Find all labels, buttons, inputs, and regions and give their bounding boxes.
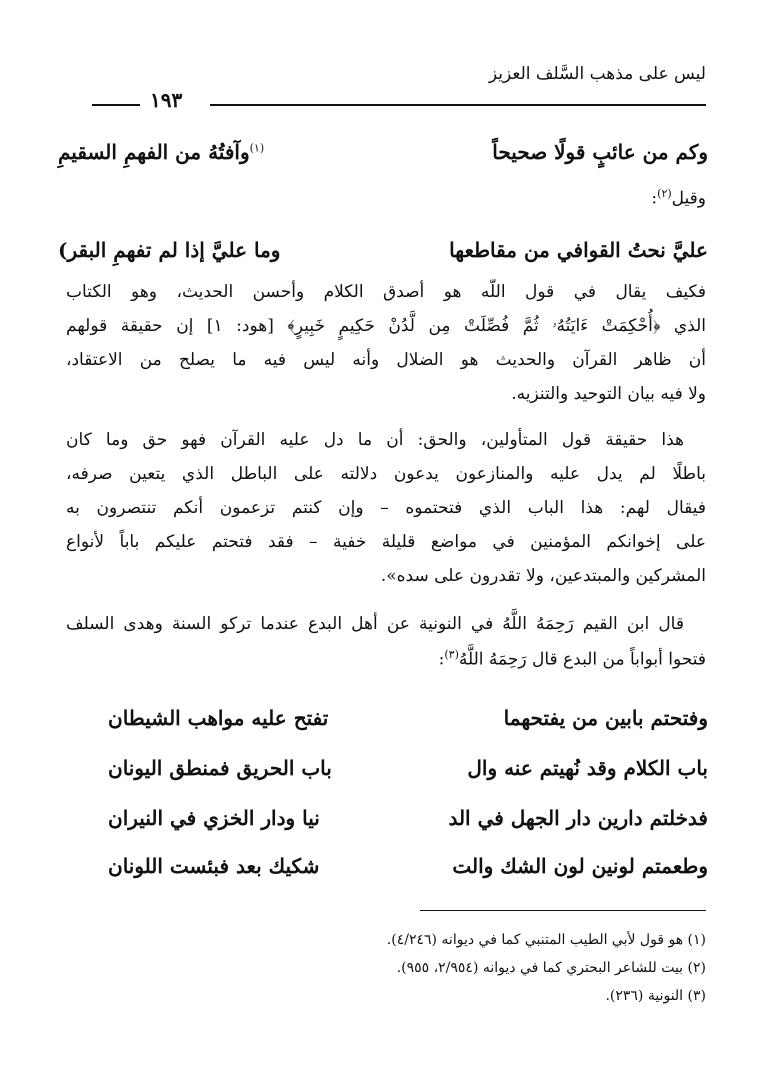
poem-line-2 (108, 756, 708, 786)
poem-2-second-hemistich: باب الحريق فمنطق اليونان (108, 756, 332, 780)
text-line: باطلًا لم يدل عليه والمنازعون يدعون دلالته على الباطل الذي يتعين صرفه، (66, 464, 706, 484)
poem-line-4 (108, 854, 708, 884)
text-line: ولا فيه بيان التوحيد والتنزيه. (511, 384, 706, 404)
header-rule-right (210, 104, 706, 106)
header-rule-left (92, 104, 140, 106)
footnote-ref-3: (٣) (444, 648, 459, 661)
text-line: الذي ﴿أُحْكِمَتْ ءَايَتُهُۥ ثُمَّ فُصِّلَتْ مِن لَّدُنْ حَكِيمٍ خَبِيرٍ﴾ [هود: ١] إن حقيقة قولهم (66, 316, 706, 336)
verse-1-second-hemistich: $^{(١)}$وآفتُهُ من الفهمِ السقيمِ (58, 140, 265, 164)
footnote-ref-2: (٢) (657, 187, 672, 200)
poem-line-3 (108, 806, 708, 836)
intro-said: وقيل$^{(٢)}$: (651, 187, 706, 209)
running-title: ليس على مذهب السَّلف العزيز (488, 64, 706, 84)
verse-1-first-hemistich: وكم من عائبٍ قولًا صحيحاً (492, 140, 708, 164)
footnote-ref-1: (١) (249, 141, 265, 155)
text-line: فكيف يقال في قول اللّه هو أصدق الكلام وأحسن الحديث، وهو الكتاب (66, 282, 706, 302)
verse-line-2 (58, 238, 708, 268)
verse-2-second-hemistich: وما عليَّ إذا لم تفهمِ البقر) (58, 238, 281, 262)
verse-2-first-hemistich: عليَّ نحتُ القوافي من مقاطعها (449, 238, 708, 262)
poem-line-1 (108, 706, 708, 736)
poem-3-second-hemistich: نيا ودار الخزي في النيران (108, 806, 320, 830)
text-line: قال ابن القيم رَحِمَهُ اللَّهُ في النونية عن أهل البدع عندما تركو السنة وهدى السلف (66, 614, 684, 634)
text-line: المشركين والمبتدعين، ولا تقدرون على سده». (380, 566, 706, 586)
poem-2-first-hemistich: باب الكلام وقد نُهيتم عنه وال (467, 756, 708, 780)
text-line: فتحوا أبواباً من البدع قال رَحِمَهُ اللَّهُ$^{(٣)}$: (438, 648, 706, 670)
poem-4-first-hemistich: وطعمتم لونين لون الشك والت (452, 854, 708, 878)
verse-line-1 (58, 140, 708, 170)
poem-3-first-hemistich: فدخلتم دارين دار الجهل في الد (448, 806, 708, 830)
poem-1-first-hemistich: وفتحتم بابين من يفتحهما (503, 706, 708, 730)
poem-4-second-hemistich: شكيك بعد فبئست اللونان (108, 854, 320, 878)
footnote-3: (٣) النونية (٢٣٦). (605, 988, 706, 1004)
footnote-separator (420, 910, 706, 911)
footnote-1: (١) هو قول لأبي الطيب المتنبي كما في ديوانه (٤/٢٤٦). (386, 932, 706, 948)
page-number: ١٩٣ (150, 88, 183, 112)
text-line: فيقال لهم: هذا الباب الذي فتحتموه – وإن كنتم تزعمون أنكم تنتصرون به (66, 498, 706, 518)
text-line: على إخوانكم المؤمنين في مواضع قليلة خفية – فقد فتحتم عليكم باباً لأنواع (66, 532, 706, 552)
text-line: أن ظاهر القرآن والحديث هو الضلال وأنه ليس فيه ما يصلح من الاعتقاد، (66, 350, 706, 370)
text-line: هذا حقيقة قول المتأولين، والحق: أن ما دل عليه القرآن فهو حق وما كان (66, 430, 684, 450)
footnote-2: (٢) بيت للشاعر البحتري كما في ديوانه (٢/٩٥٤، ٩٥٥). (396, 960, 706, 976)
poem-1-second-hemistich: تفتح عليه مواهب الشيطان (108, 706, 329, 730)
